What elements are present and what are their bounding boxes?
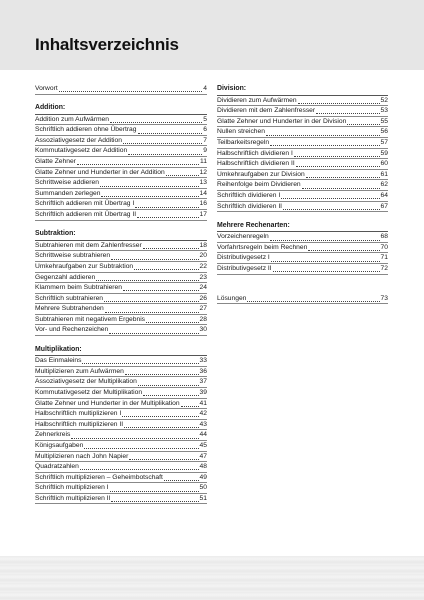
toc-entry[interactable]	[217, 149, 388, 160]
entry-title: Schrittweise addieren	[35, 179, 99, 187]
dot-leader	[308, 244, 379, 251]
toc-entry[interactable]	[35, 146, 207, 157]
toc-entry[interactable]	[217, 159, 388, 170]
entry-page-number: 62	[380, 181, 388, 189]
entry-page-number: 23	[199, 273, 207, 281]
entry-page-number: 43	[199, 420, 207, 428]
dot-leader	[270, 234, 380, 241]
entry-title: Assoziativgesetz der Addition	[35, 136, 122, 144]
toc-entry[interactable]	[217, 243, 388, 254]
toc-entry[interactable]	[35, 178, 207, 189]
toc-entry[interactable]	[217, 138, 388, 149]
entry-page-number: 11	[200, 158, 207, 166]
entry-page-number: 27	[199, 305, 207, 313]
dot-leader	[122, 410, 198, 417]
toc-entry[interactable]	[217, 294, 388, 305]
entry-page-number: 33	[199, 357, 207, 365]
entry-page-number: 17	[199, 211, 207, 219]
toc-entry[interactable]	[35, 136, 207, 147]
section-title: Division:	[217, 84, 388, 96]
entry-title: Reihenfolge beim Dividieren	[217, 181, 301, 189]
dot-leader	[296, 160, 380, 167]
dot-leader	[77, 158, 199, 165]
entry-page-number: 6	[203, 126, 207, 134]
entry-title: Nullen streichen	[217, 128, 265, 136]
dot-leader	[128, 148, 202, 155]
toc-entry[interactable]	[217, 117, 388, 128]
entry-title: Schriftlich addieren mit Übertrag II	[35, 211, 137, 219]
toc-entry[interactable]	[35, 483, 207, 494]
entry-page-number: 61	[380, 170, 388, 178]
entry-page-number: 60	[380, 160, 388, 168]
dot-leader	[123, 284, 199, 291]
entry-title: Klammern beim Subtrahieren	[35, 284, 122, 292]
entry-page-number: 39	[199, 388, 207, 396]
entry-page-number: 55	[380, 117, 388, 125]
dot-leader	[270, 139, 380, 146]
entry-page-number: 24	[199, 284, 207, 292]
dot-leader	[105, 306, 199, 313]
toc-entry[interactable]	[35, 399, 207, 410]
entry-title: Schriftlich subtrahieren	[35, 294, 104, 302]
entry-page-number: 47	[199, 452, 207, 460]
entry-page-number: 26	[199, 294, 207, 302]
entry-page-number: 18	[199, 241, 207, 249]
entry-page-number: 44	[199, 431, 207, 439]
entry-page-number: 7	[203, 136, 207, 144]
dot-leader	[100, 180, 199, 187]
dot-leader	[143, 389, 199, 396]
dot-leader	[146, 316, 199, 323]
entry-page-number: 71	[380, 254, 388, 262]
entry-title: Gegenzahl addieren	[35, 273, 96, 281]
entry-title: Vorwort	[35, 85, 58, 92]
entry-title: Königsaufgaben	[35, 441, 84, 449]
entry-title: Vorzeichenregeln	[217, 233, 269, 241]
toc-entry[interactable]	[35, 189, 207, 200]
entry-page-number: 4	[203, 85, 207, 92]
entry-title: Dividieren zum Aufwärmen	[217, 96, 297, 104]
toc-entry[interactable]	[217, 106, 388, 117]
dot-leader	[143, 242, 199, 249]
entry-title: Dividieren mit dem Zahlenfresser	[217, 107, 316, 115]
dot-leader	[134, 263, 198, 270]
dot-leader	[59, 85, 203, 92]
entry-title: Subtrahieren mit dem Zahlenfresser	[35, 241, 142, 249]
entry-page-number: 52	[380, 96, 388, 104]
dot-leader	[273, 265, 380, 272]
dot-leader	[129, 453, 198, 460]
entry-page-number: 53	[380, 107, 388, 115]
toc-entry[interactable]	[217, 253, 388, 264]
entry-page-number: 9	[203, 147, 207, 155]
entry-page-number: 48	[199, 463, 207, 471]
entry-page-number: 73	[380, 294, 388, 302]
entry-page-number: 36	[199, 367, 207, 375]
dot-leader	[138, 379, 199, 386]
entry-title: Vorfahrtsregeln beim Rechnen	[217, 243, 308, 251]
entry-title: Glatte Zehner und Hunderter in der Addition	[35, 168, 165, 176]
dot-leader	[164, 474, 199, 481]
entry-title: Schriftlich multiplizieren – Geheimbotschaft	[35, 473, 163, 481]
toc-entry[interactable]	[35, 262, 207, 273]
toc-entry[interactable]	[35, 462, 207, 473]
section-spacer	[217, 283, 388, 294]
toc-section	[35, 84, 207, 95]
dot-leader	[137, 211, 198, 218]
entry-title: Distributivgesetz I	[217, 254, 270, 262]
entry-page-number: 72	[380, 265, 388, 272]
entry-page-number: 12	[199, 168, 207, 176]
entry-page-number: 50	[199, 484, 207, 492]
entry-title: Mehrere Subtrahenden	[35, 305, 104, 313]
toc-entry[interactable]	[35, 283, 207, 294]
entry-title: Vor- und Rechenzeichen	[35, 326, 109, 334]
entry-page-number: 14	[199, 189, 207, 197]
entry-page-number: 30	[199, 326, 207, 334]
entry-page-number: 59	[380, 149, 388, 157]
toc-section	[217, 283, 388, 304]
toc-entry[interactable]	[217, 264, 388, 275]
dot-leader	[283, 203, 380, 210]
entry-title: Halbschriftlich multiplizieren II	[35, 420, 124, 428]
dot-leader	[110, 485, 199, 492]
dot-leader	[347, 118, 379, 125]
entry-title: Schrittweise subtrahieren	[35, 252, 111, 260]
dot-leader	[266, 129, 380, 136]
section-title: Mehrere Rechenarten:	[217, 221, 388, 233]
toc-section	[35, 103, 207, 221]
toc-entry[interactable]	[35, 452, 207, 463]
entry-title: Umkehraufgaben zur Division	[217, 170, 305, 178]
entry-title: Schriftlich dividieren II	[217, 202, 283, 210]
entry-title: Halbschriftlich dividieren I	[217, 149, 293, 157]
entry-title: Subtrahieren mit negativem Ergebnis	[35, 315, 146, 323]
entry-page-number: 68	[380, 233, 388, 241]
entry-title: Das Einmaleins	[35, 357, 82, 365]
entry-page-number: 5	[203, 115, 207, 123]
entry-title: Addition zum Aufwärmen	[35, 115, 109, 123]
entry-title: Teilbarkeitsregeln	[217, 138, 270, 146]
toc-entry[interactable]	[35, 367, 207, 378]
toc-entry[interactable]	[35, 241, 207, 252]
toc-entry[interactable]	[217, 232, 388, 243]
dot-leader	[316, 107, 379, 114]
entry-title: Umkehraufgaben zur Subtraktion	[35, 262, 134, 270]
dot-leader	[111, 253, 198, 260]
page-title: Inhaltsverzeichnis	[35, 35, 179, 54]
section-title: Subtraktion:	[35, 229, 207, 241]
dot-leader	[166, 169, 199, 176]
toc-entry[interactable]	[217, 127, 388, 138]
entry-page-number: 41	[199, 399, 207, 407]
toc-entry[interactable]	[35, 168, 207, 179]
dot-leader	[80, 463, 199, 470]
entry-page-number: 57	[380, 138, 388, 146]
entry-title: Kommutativgesetz der Multiplikation	[35, 388, 143, 396]
toc-section	[217, 84, 388, 212]
entry-page-number: 28	[199, 315, 207, 323]
toc-entry[interactable]	[35, 388, 207, 399]
footer-wood-strip	[0, 556, 424, 600]
toc-right-column	[217, 84, 388, 313]
entry-title: Multiplizieren zum Aufwärmen	[35, 367, 124, 375]
dot-leader	[84, 442, 198, 449]
toc-entry[interactable]	[217, 180, 388, 191]
dot-leader	[294, 150, 380, 157]
toc-entry[interactable]	[35, 251, 207, 262]
toc-entry[interactable]	[35, 325, 207, 336]
entry-title: Halbschriftlich multiplizieren I	[35, 410, 122, 418]
entry-page-number: 70	[380, 243, 388, 251]
dot-leader	[247, 295, 379, 302]
dot-leader	[125, 368, 199, 375]
entry-page-number: 16	[199, 200, 207, 208]
dot-leader	[96, 274, 198, 281]
entry-title: Quadratzahlen	[35, 463, 79, 471]
entry-page-number: 13	[199, 179, 207, 187]
entry-page-number: 49	[199, 473, 207, 481]
toc-entry[interactable]	[35, 315, 207, 326]
dot-leader	[123, 137, 202, 144]
toc-section	[217, 221, 388, 275]
toc-entry[interactable]	[217, 170, 388, 181]
toc-entry[interactable]	[35, 199, 207, 210]
entry-page-number: 22	[199, 262, 207, 270]
toc-entry[interactable]	[35, 377, 207, 388]
entry-title: Assoziativgesetz der Multiplikation	[35, 378, 137, 386]
entry-title: Schriftlich addieren ohne Übertrag	[35, 126, 137, 134]
dot-leader	[111, 495, 198, 502]
entry-title: Schriftlich multiplizieren II	[35, 494, 111, 502]
entry-page-number: 51	[199, 494, 207, 502]
entry-title: Lösungen	[217, 294, 247, 302]
entry-page-number: 20	[199, 252, 207, 260]
dot-leader	[306, 171, 380, 178]
toc-entry[interactable]	[35, 210, 207, 221]
entry-title: Schriftlich addieren mit Übertrag I	[35, 200, 135, 208]
toc-entry[interactable]	[35, 409, 207, 420]
toc-entry[interactable]	[35, 84, 207, 95]
entry-title: Zehnerkreis	[35, 431, 71, 439]
toc-entry[interactable]	[217, 96, 388, 107]
dot-leader	[82, 357, 198, 364]
dot-leader	[101, 190, 198, 197]
toc-entry[interactable]	[217, 202, 388, 213]
dot-leader	[271, 255, 380, 262]
entry-title: Multiplizieren nach John Napier	[35, 452, 129, 460]
toc-entry[interactable]	[35, 420, 207, 431]
toc-entry[interactable]	[35, 304, 207, 315]
toc-entry[interactable]	[35, 441, 207, 452]
entry-title: Halbschriftlich dividieren II	[217, 160, 295, 168]
entry-title: Kommutativgesetz der Addition	[35, 147, 128, 155]
dot-leader	[281, 192, 379, 199]
toc-section	[35, 345, 207, 505]
entry-title: Glatte Zehner und Hunderter in der Multiplikation	[35, 399, 180, 407]
toc-left-column	[35, 84, 207, 513]
toc-entry[interactable]	[35, 125, 207, 136]
toc-entry[interactable]	[35, 430, 207, 441]
dot-leader	[110, 116, 202, 123]
toc-entry[interactable]	[35, 494, 207, 505]
toc-entry[interactable]	[35, 356, 207, 367]
entry-title: Glatte Zehner	[35, 158, 76, 166]
dot-leader	[71, 432, 198, 439]
toc-entry[interactable]	[35, 157, 207, 168]
entry-page-number: 42	[199, 410, 207, 418]
toc-entry[interactable]	[35, 294, 207, 305]
entry-title: Summanden zerlegen	[35, 189, 101, 197]
toc-section	[35, 229, 207, 336]
entry-title: Schriftlich multiplizieren I	[35, 484, 109, 492]
toc-entry[interactable]	[35, 115, 207, 126]
dot-leader	[302, 182, 380, 189]
entry-title: Distributivgesetz II	[217, 265, 272, 272]
dot-leader	[135, 201, 198, 208]
section-title: Addition:	[35, 103, 207, 115]
toc-entry[interactable]	[35, 273, 207, 284]
entry-title: Schriftlich dividieren I	[217, 191, 281, 199]
dot-leader	[138, 127, 203, 134]
dot-leader	[109, 327, 198, 334]
toc-entry[interactable]	[217, 191, 388, 202]
toc-entry[interactable]	[35, 473, 207, 484]
dot-leader	[124, 421, 198, 428]
entry-page-number: 37	[199, 378, 207, 386]
dot-leader	[298, 97, 380, 104]
section-title: Multiplikation:	[35, 345, 207, 357]
entry-title: Glatte Zehner und Hunderter in der Division	[217, 117, 347, 125]
dot-leader	[104, 295, 199, 302]
entry-page-number: 64	[380, 191, 388, 199]
entry-page-number: 45	[199, 441, 207, 449]
dot-leader	[181, 400, 199, 407]
entry-page-number: 67	[380, 202, 388, 210]
entry-page-number: 56	[380, 128, 388, 136]
